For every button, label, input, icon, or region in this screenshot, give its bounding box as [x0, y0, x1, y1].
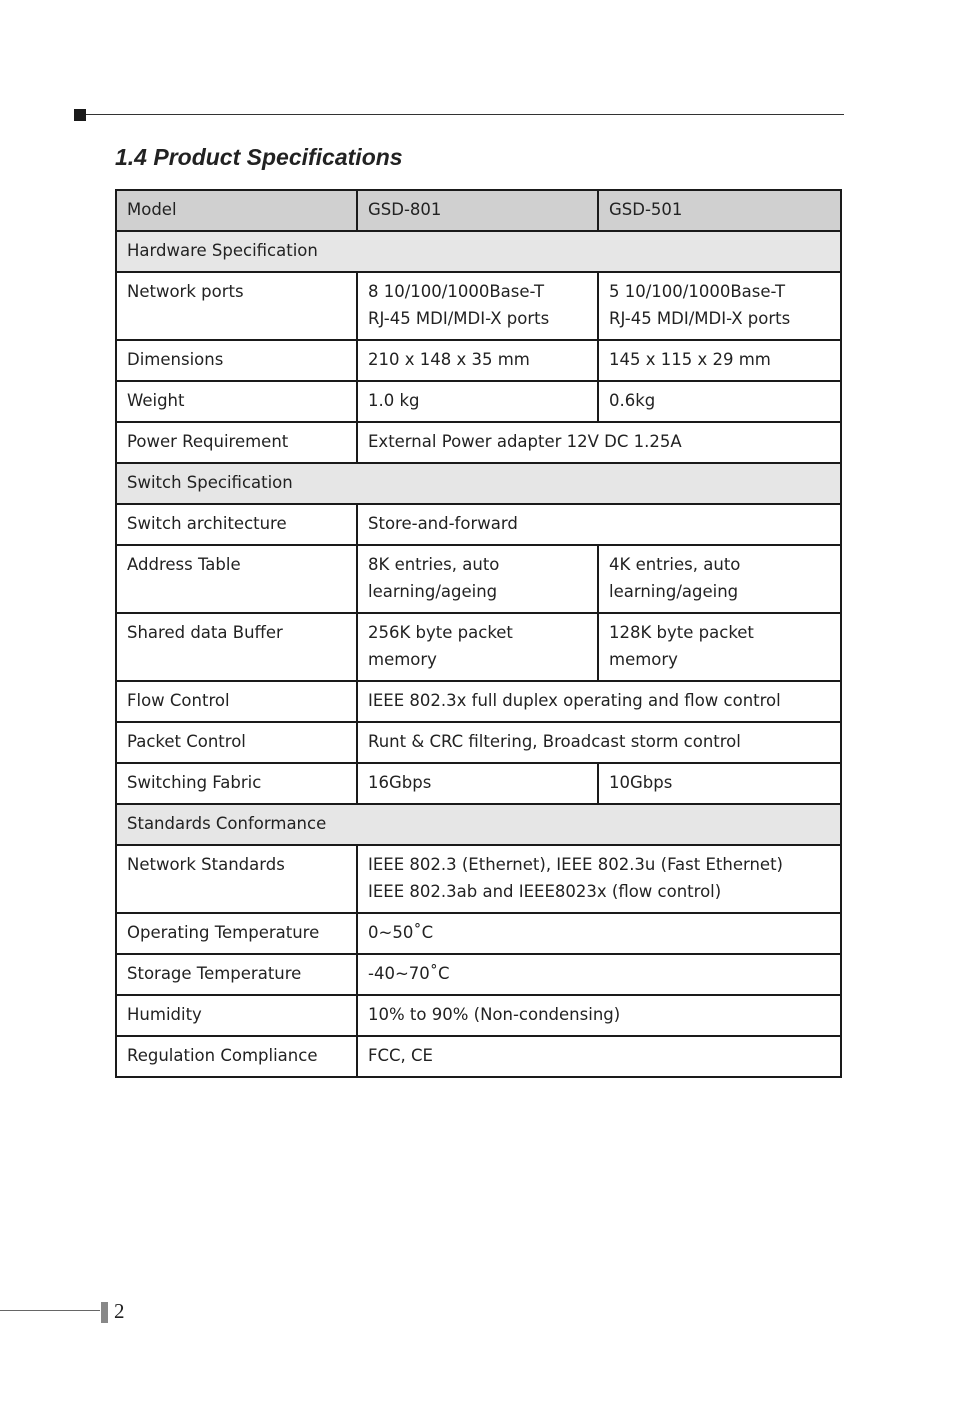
table-row-network-standards: [116, 845, 841, 913]
row-value-gsd-501: 0.6kg: [598, 381, 841, 422]
row-label: Flow Control: [116, 681, 357, 722]
row-label: Network ports: [116, 272, 357, 340]
footer-bar: [101, 1302, 108, 1323]
table-row-flow-control: [116, 681, 841, 722]
row-label: Switching Fabric: [116, 763, 357, 804]
row-value-gsd-501: 4K entries, auto learning/ageing: [598, 545, 841, 613]
section-row-switch: [116, 463, 841, 504]
row-value-gsd-501: 10Gbps: [598, 763, 841, 804]
row-value-shared: Runt & CRC filtering, Broadcast storm control: [357, 722, 841, 763]
row-value-shared: 0~50˚C: [357, 913, 841, 954]
table-row-operating-temp: [116, 913, 841, 954]
header-cell-gsd-801: GSD-801: [357, 190, 598, 231]
table-row-buffer: [116, 613, 841, 681]
row-label: Humidity: [116, 995, 357, 1036]
section-label-hardware: Hardware Specification: [116, 231, 841, 272]
top-rule: [74, 109, 844, 121]
row-value-gsd-501: 128K byte packet memory: [598, 613, 841, 681]
row-label: Packet Control: [116, 722, 357, 763]
row-label: Network Standards: [116, 845, 357, 913]
header-cell-model: Model: [116, 190, 357, 231]
row-value-shared: FCC, CE: [357, 1036, 841, 1077]
section-label-standards: Standards Conformance: [116, 804, 841, 845]
row-value-gsd-801: 16Gbps: [357, 763, 598, 804]
row-value-gsd-801: 210 x 148 x 35 mm: [357, 340, 598, 381]
row-label: Shared data Buffer: [116, 613, 357, 681]
row-label: Switch architecture: [116, 504, 357, 545]
row-value-shared: -40~70˚C: [357, 954, 841, 995]
row-value-shared: Store-and-forward: [357, 504, 841, 545]
table-row-weight: [116, 381, 841, 422]
table-row-address-table: [116, 545, 841, 613]
row-value-gsd-501: 145 x 115 x 29 mm: [598, 340, 841, 381]
row-label: Operating Temperature: [116, 913, 357, 954]
header-cell-gsd-501: GSD-501: [598, 190, 841, 231]
section-row-hardware: [116, 231, 841, 272]
row-label: Storage Temperature: [116, 954, 357, 995]
table-row-regulation: [116, 1036, 841, 1077]
row-label: Address Table: [116, 545, 357, 613]
page-number: 2: [114, 1299, 125, 1323]
section-label-switch: Switch Specification: [116, 463, 841, 504]
table-row-packet-control: [116, 722, 841, 763]
table-row-humidity: [116, 995, 841, 1036]
section-row-standards: [116, 804, 841, 845]
row-value-gsd-801: 256K byte packet memory: [357, 613, 598, 681]
row-value-shared: 10% to 90% (Non-condensing): [357, 995, 841, 1036]
table-row-architecture: [116, 504, 841, 545]
page-footer: [0, 1300, 140, 1326]
row-label: Regulation Compliance: [116, 1036, 357, 1077]
row-value-gsd-801: 1.0 kg: [357, 381, 598, 422]
section-marker-square: [74, 109, 86, 121]
table-row-fabric: [116, 763, 841, 804]
row-value-shared: External Power adapter 12V DC 1.25A: [357, 422, 841, 463]
row-label: Power Requirement: [116, 422, 357, 463]
section-title: 1.4 Product Specifications: [115, 144, 403, 170]
row-value-shared: IEEE 802.3 (Ethernet), IEEE 802.3u (Fast Ethernet) IEEE 802.3ab and IEEE8023x (flow control): [357, 845, 841, 913]
table-header-row: [116, 190, 841, 231]
footer-line: [0, 1310, 100, 1311]
spec-table: [115, 189, 842, 1078]
row-value-gsd-501: 5 10/100/1000Base-T RJ-45 MDI/MDI-X ports: [598, 272, 841, 340]
table-row-power: [116, 422, 841, 463]
table-row-network-ports: [116, 272, 841, 340]
row-value-gsd-801: 8K entries, auto learning/ageing: [357, 545, 598, 613]
header-line: [86, 114, 844, 115]
table-row-storage-temp: [116, 954, 841, 995]
table-row-dimensions: [116, 340, 841, 381]
row-label: Dimensions: [116, 340, 357, 381]
row-value-gsd-801: 8 10/100/1000Base-T RJ-45 MDI/MDI-X ports: [357, 272, 598, 340]
row-value-shared: IEEE 802.3x full duplex operating and flow control: [357, 681, 841, 722]
row-label: Weight: [116, 381, 357, 422]
